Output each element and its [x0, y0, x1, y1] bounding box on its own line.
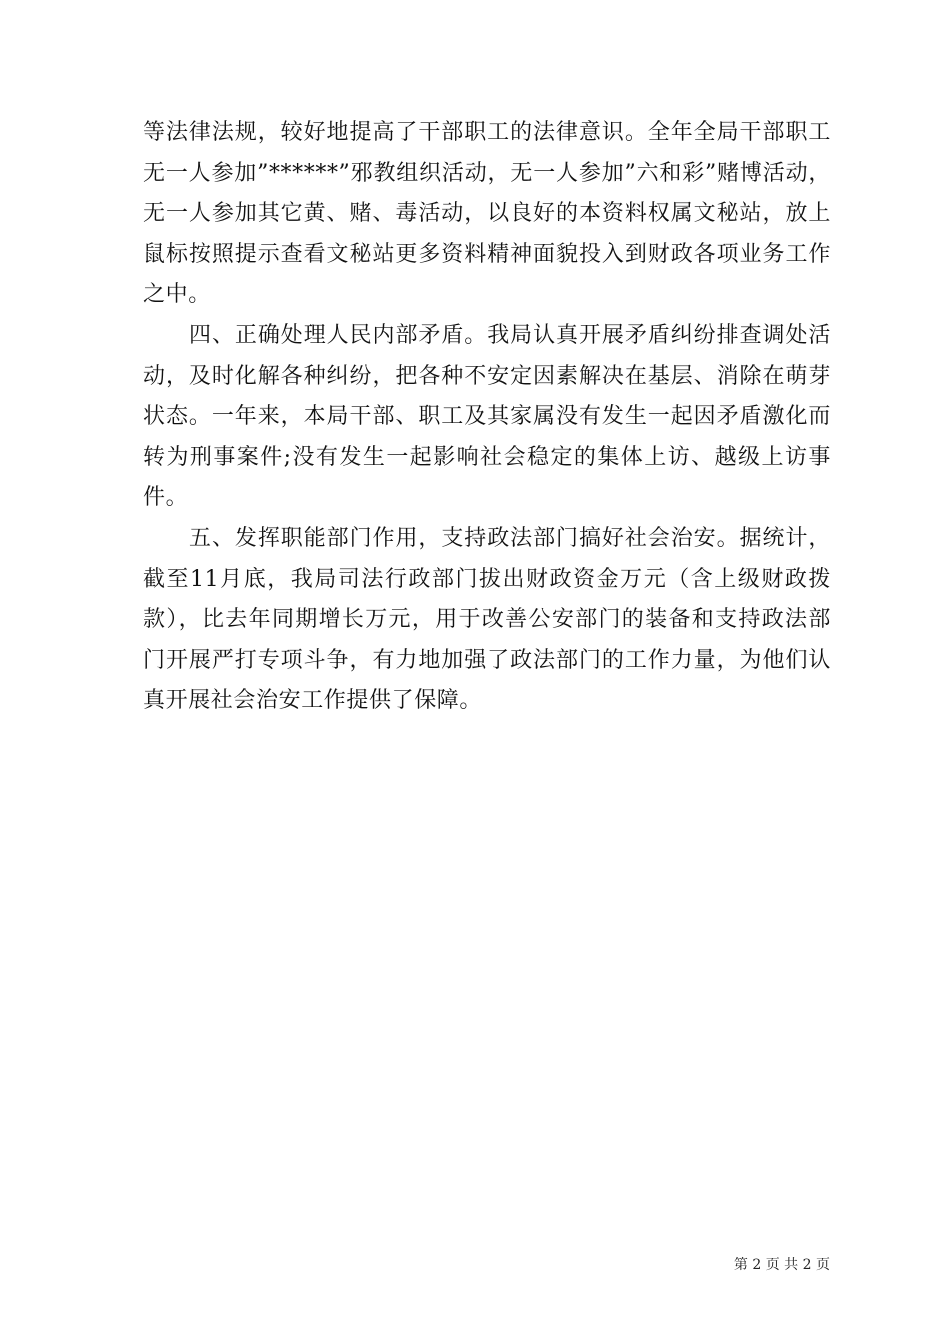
paragraph-section-five: 五、发挥职能部门作用，支持政法部门搞好社会治安。据统计，截至11月底，我局司法行政部门拔出财政资金万元（含上级财政拨款），比去年同期增长万元，用于改善公安部门的装备和支持政法部门开展严打专项斗争，有力地加强了政法部门的工作力量，为他们认真开展社会治安工作提供了保障。 [143, 525, 831, 714]
paragraph-section-four: 四、正确处理人民内部矛盾。我局认真开展矛盾纠纷排查调处活动，及时化解各种纠纷，把各种不安定因素解决在基层、消除在萌芽状态。一年来，本局干部、职工及其家属没有发生一起因矛盾激化而转为刑事案件;没有发生一起影响社会稳定的集体上访、越级上访事件。 [143, 322, 831, 511]
page-number-footer: 第 2 页 共 2 页 [733, 1257, 830, 1273]
paragraph-continuation: 等法律法规，较好地提高了干部职工的法律意识。全年全局干部职工无一人参加”******”邪教组织活动，无一人参加”六和彩”赌博活动，无一人参加其它黄、赌、毒活动，以良好的本资料权属文秘站，放上鼠标按照提示查看文秘站更多资料精神面貌投入到财政各项业务工作之中。 [143, 120, 831, 308]
document-body [143, 113, 831, 722]
